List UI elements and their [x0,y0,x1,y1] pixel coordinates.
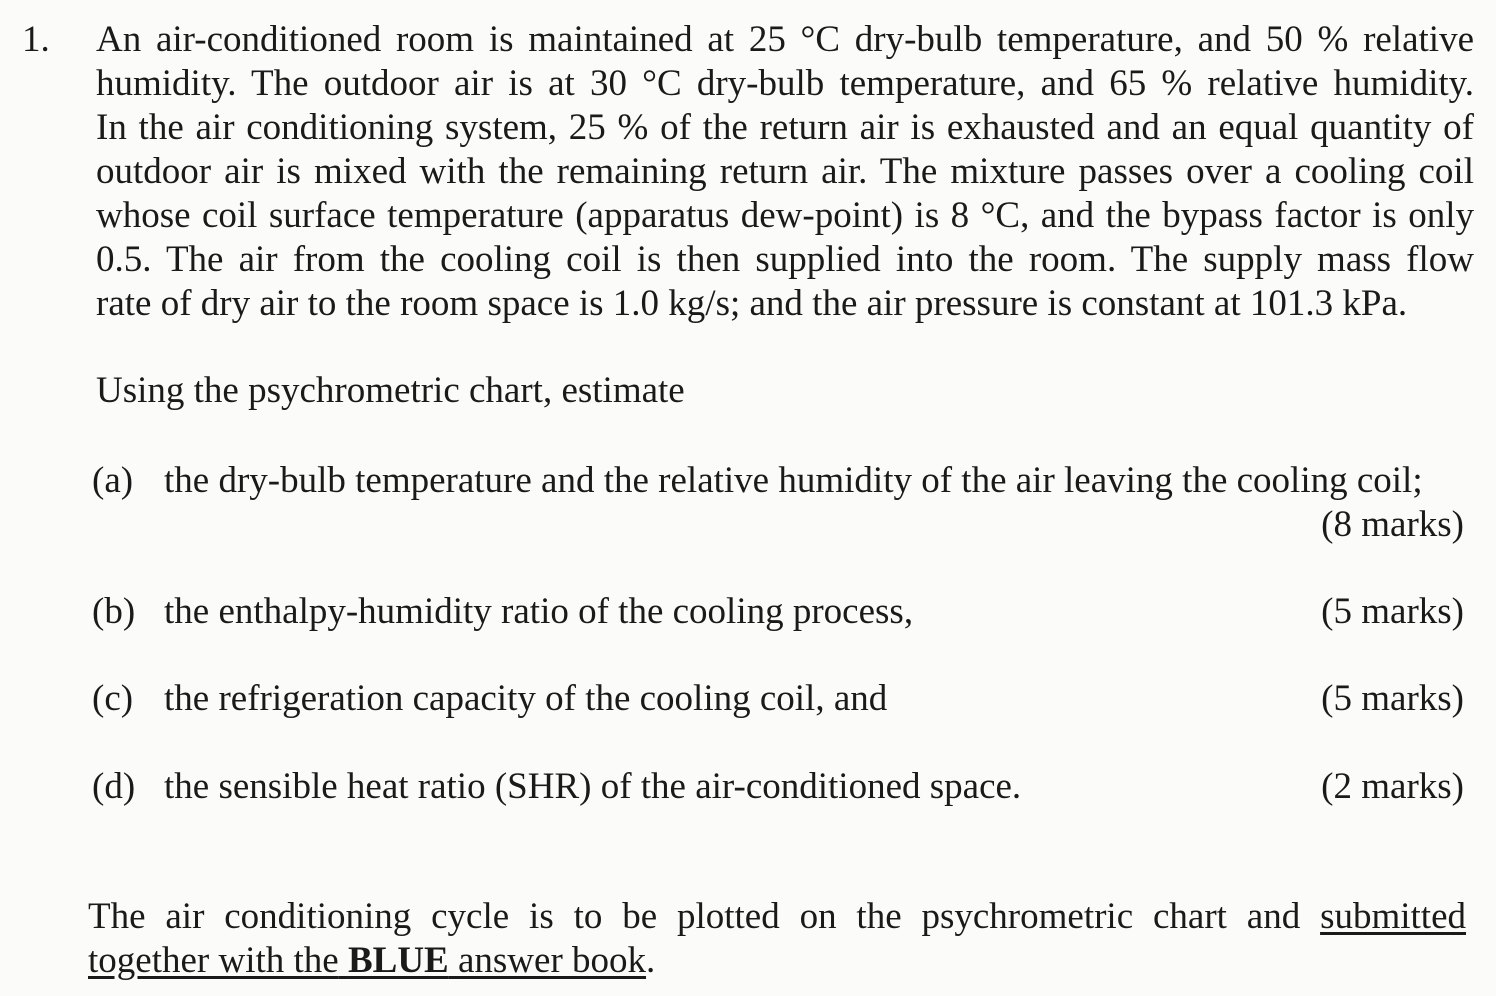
footer-bold-text: BLUE [347,940,449,981]
part-label: (b) [92,591,136,632]
footer-text: The air conditioning cycle is to be plotted on the psychrometric chart and [88,896,1301,937]
stem-line: An air-conditioned room is maintained at 25 °C dry-bulb temperature, and 50 % relative [96,19,1474,60]
part-text: the dry-bulb temperature and the relative humidity of the air leaving the cooling coil; [164,460,1423,501]
part-marks: (5 marks) [1321,591,1464,632]
footer-note [88,895,1466,983]
stem-line: humidity. The outdoor air is at 30 °C dry-bulb temperature, and 65 % relative humidity. [96,63,1474,104]
footer-underlined-text [88,940,646,981]
question-number: 1. [22,19,50,60]
stem-line: 0.5. The air from the cooling coil is then supplied into the room. The supply mass flow [96,239,1474,280]
part-label: (a) [92,460,134,501]
part-text: the enthalpy-humidity ratio of the cooling process, [164,591,914,632]
part-marks: (2 marks) [1321,766,1464,807]
part-text: the refrigeration capacity of the cooling coil, and [164,678,888,719]
stem-line: outdoor air is mixed with the remaining return air. The mixture passes over a cooling coil [96,151,1474,192]
part-text: the sensible heat ratio (SHR) of the air-conditioned space. [164,766,1022,807]
footer-text: answer book [457,940,647,981]
stem-line: whose coil surface temperature (apparatus dew-point) is 8 °C, and the bypass factor is only [96,195,1474,236]
footer-line-2 [88,939,1466,983]
part-marks: (5 marks) [1321,678,1464,719]
instruction-text: Using the psychrometric chart, estimate [96,370,685,411]
stem-line: In the air conditioning system, 25 % of the return air is exhausted and an equal quantity of [96,107,1474,148]
footer-text: together with the [88,940,339,981]
part-label: (c) [92,678,134,719]
footer-line-1 [88,895,1466,939]
footer-period: . [646,940,656,981]
footer-underlined-text: submitted [1320,896,1467,937]
part-label: (d) [92,766,136,807]
stem-line: rate of dry air to the room space is 1.0 kg/s; and the air pressure is constant at 101.3 kPa. [96,283,1408,324]
question-stem [96,18,1474,326]
part-marks: (8 marks) [1321,504,1464,545]
